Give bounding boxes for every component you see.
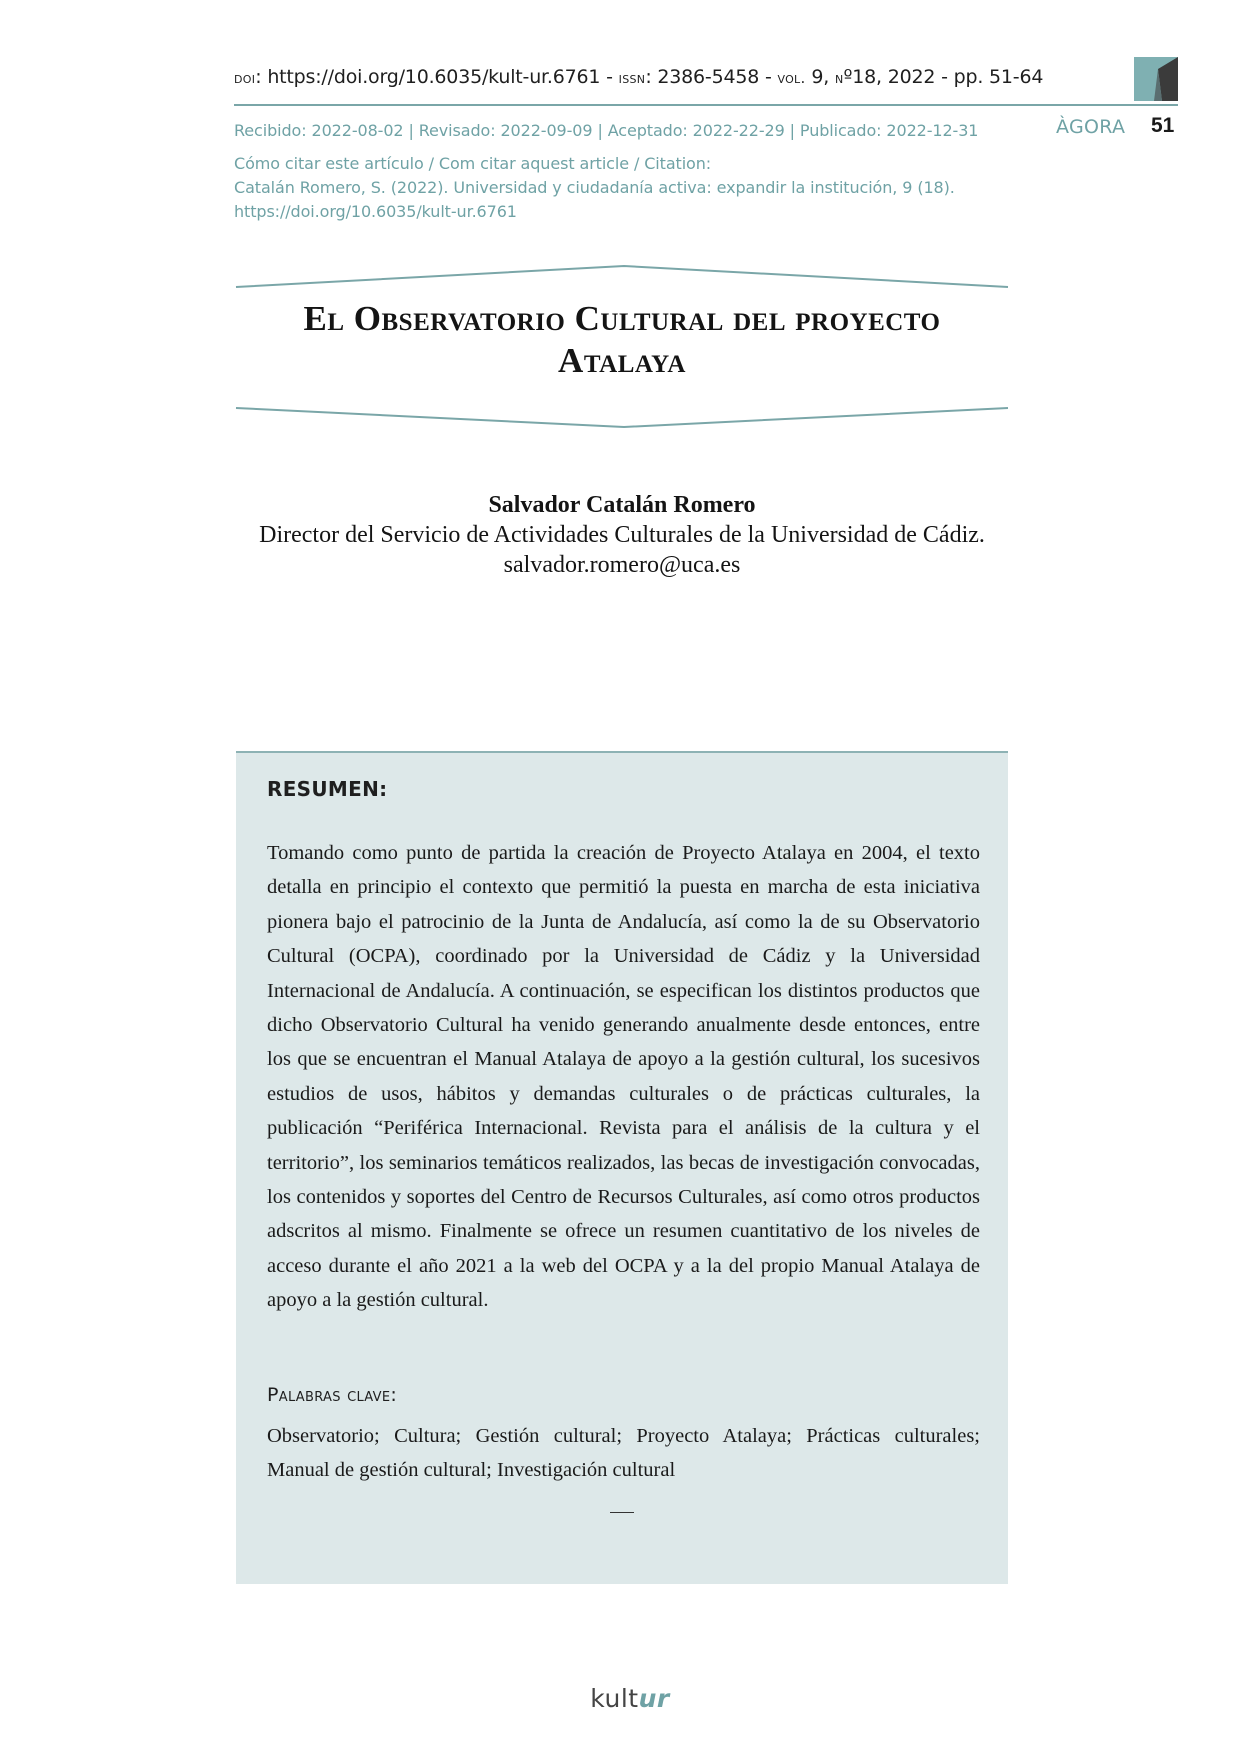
doi-link[interactable]: https://doi.org/10.6035/kult-ur.6761 — [267, 66, 601, 88]
title-line-1: El Observatorio Cultural del proyecto — [303, 299, 941, 338]
article-title — [234, 298, 1010, 382]
header-divider — [234, 104, 1178, 106]
journal-corner-logo — [1134, 57, 1178, 101]
end-dash — [610, 1512, 634, 1513]
author-email[interactable]: salvador.romero@uca.es — [503, 552, 741, 578]
issn-value: 2386-5458 — [657, 66, 760, 88]
abstract-heading: RESUMEN: — [267, 777, 388, 801]
footer-logo — [570, 1684, 690, 1713]
footer-logo-part1: kult — [590, 1684, 639, 1713]
section-name: ÀGORA — [1056, 116, 1126, 138]
doi-line: doi: https://doi.org/10.6035/kult-ur.6761 - issn: 2386-5458 - vol. 9, nº18, 2022 - pp. 51-64 — [234, 66, 1044, 88]
author-name: Salvador Catalán Romero — [488, 492, 756, 518]
volume-value: 9, — [811, 66, 830, 88]
author-block — [234, 490, 1010, 580]
abstract-text: Tomando como punto de partida la creación de Proyecto Atalaya en 2004, el texto detalla en principio el contexto que permitió la puesta en marcha de esta iniciativa pionera bajo el patrocinio de la Junta de Andalucía, así como la de su Observatorio Cultural (OCPA), coordinado por la Universidad de Cádiz y la Universidad Internacional de Andalucía. A continuación, se especifican los distintos productos que dicho Observatorio Cultural ha venido generando anualmente desde entonces, entre los que se encuentran el Manual Atalaya de apoyo a la gestión cultural, los sucesivos estudios de usos, hábitos y demandas culturales o de prácticas culturales, la publicación “Periférica Internacional. Revista para el análisis de la cultura y el territorio”, los seminarios temáticos realizados, las becas de investigación convocadas, los contenidos y soportes del Centro de Recursos Culturales, así como otros productos adscritos al mismo. Finalmente se ofrece un resumen cuantitativo de los niveles de acceso durante el año 2021 a la web del OCPA y a la del propio Manual Atalaya de apoyo a la gestión cultural. — [267, 842, 980, 1312]
title-line-2: Atalaya — [558, 341, 686, 380]
publication-dates: Recibido: 2022-08-02 | Revisado: 2022-09-09 | Aceptado: 2022-22-29 | Publicado: 2022-12-31 — [234, 121, 979, 140]
number-label: n — [834, 69, 844, 87]
citation-label: Cómo citar este artículo / Com citar aquest article / Citation: — [234, 154, 712, 173]
doi-label: doi — [234, 69, 256, 87]
keywords-heading: Palabras clave: — [267, 1384, 398, 1406]
keywords-text: Observatorio; Cultura; Gestión cultural; Proyecto Atalaya; Prácticas culturales; Manual de gestión cultural; Investigación cultural — [267, 1425, 980, 1482]
issn-label: issn — [618, 69, 646, 87]
number-value: º18, 2022 - pp. 51-64 — [843, 66, 1044, 88]
footer-logo-part2: ur — [638, 1684, 670, 1713]
citation-text: Catalán Romero, S. (2022). Universidad y ciudadanía activa: expandir la institución, 9 (18). https://doi.org/10.6035/kult-ur.6761 — [234, 178, 955, 221]
page-number: 51 — [1151, 114, 1175, 137]
volume-label: vol. — [777, 69, 806, 87]
citation-block — [234, 152, 1014, 224]
author-affiliation: Director del Servicio de Actividades Culturales de la Universidad de Cádiz. — [259, 522, 985, 548]
